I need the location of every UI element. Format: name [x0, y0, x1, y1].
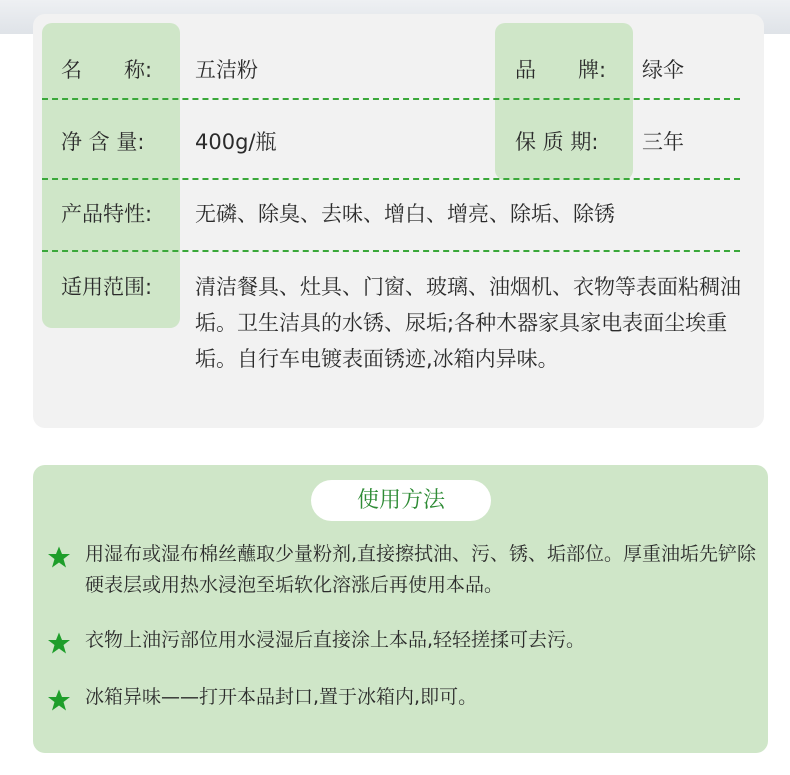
brand-label: 品 牌: [515, 58, 607, 82]
usage-title: 使用方法 [311, 480, 491, 521]
brand-value: 绿伞 [642, 58, 684, 82]
feature-value: 无磷、除臭、去味、增白、增亮、除垢、除锈 [195, 202, 615, 226]
star-icon [47, 688, 71, 712]
net-content-value: 400g/瓶 [195, 130, 277, 154]
divider [42, 250, 740, 252]
product-spec-card [33, 14, 764, 428]
name-label: 名 称: [61, 58, 153, 82]
divider [42, 98, 740, 100]
scope-label: 适用范围: [61, 275, 153, 299]
divider [42, 178, 740, 180]
shelf-life-label: 保 质 期: [515, 130, 599, 154]
star-icon [47, 631, 71, 655]
feature-label: 产品特性: [61, 202, 153, 226]
scope-value: 清洁餐具、灶具、门窗、玻璃、油烟机、衣物等表面粘稠油垢。卫生洁具的水锈、尿垢;各种木器家具家电表面尘埃重垢。自行车电镀表面锈迹,冰箱内异味。 [195, 275, 741, 371]
usage-card [33, 465, 768, 753]
usage-item-text: 用湿布或湿布棉丝蘸取少量粉剂,直接擦拭油、污、锈、垢部位。厚重油垢先铲除硬表层或用热水浸泡至垢软化溶涨后再使用本品。 [85, 543, 757, 596]
usage-item-text: 衣物上油污部位用水浸湿后直接涂上本品,轻轻搓揉可去污。 [85, 629, 586, 651]
net-content-label: 净 含 量: [61, 130, 145, 154]
star-icon [47, 545, 71, 569]
usage-item-text: 冰箱异味——打开本品封口,置于冰箱内,即可。 [85, 686, 478, 708]
shelf-life-value: 三年 [642, 130, 684, 154]
name-value: 五洁粉 [195, 58, 258, 82]
